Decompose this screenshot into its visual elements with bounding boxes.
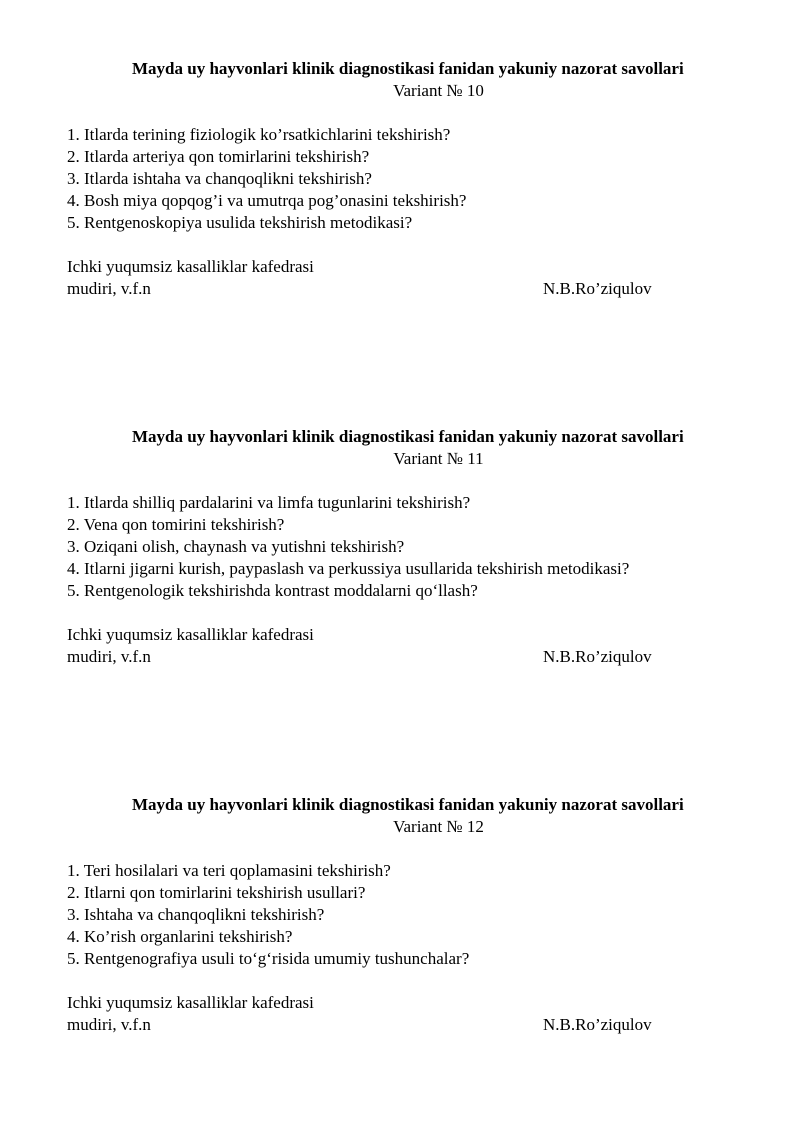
block-title: Mayda uy hayvonlari klinik diagnostikasi fanidan yakuniy nazorat savollari [132, 427, 684, 446]
question-item: 3. Itlarda ishtaha va chanqoqlikni tekshirish? [67, 169, 372, 188]
variant-label: Variant № 10 [393, 81, 484, 100]
department-name: Ichki yuqumsiz kasalliklar kafedrasi [67, 625, 314, 644]
question-item: 5. Rentgenoskopiya usulida tekshirish metodikasi? [67, 213, 413, 232]
position-title: mudiri, v.f.n [67, 279, 151, 298]
department-name: Ichki yuqumsiz kasalliklar kafedrasi [67, 257, 314, 276]
position-title: mudiri, v.f.n [67, 647, 151, 666]
variant-label: Variant № 11 [393, 449, 484, 468]
block-title: Mayda uy hayvonlari klinik diagnostikasi fanidan yakuniy nazorat savollari [132, 795, 684, 814]
question-item: 3. Ishtaha va chanqoqlikni tekshirish? [67, 905, 325, 924]
question-list [67, 124, 466, 234]
question-item: 2. Itlarni qon tomirlarini tekshirish usullari? [67, 883, 366, 902]
variant-label: Variant № 12 [393, 817, 484, 836]
question-item: 5. Rentgenologik tekshirishda kontrast moddalarni qo‘llash? [67, 581, 478, 600]
question-list [67, 492, 629, 602]
question-item: 1. Itlarda shilliq pardalarini va limfa tugunlarini tekshirish? [67, 493, 471, 512]
signatory-name: N.B.Ro’ziqulov [543, 647, 652, 666]
question-item: 1. Itlarda terining fiziologik ko’rsatkichlarini tekshirish? [67, 125, 451, 144]
question-list [67, 860, 469, 970]
signatory-name: N.B.Ro’ziqulov [543, 279, 652, 298]
question-item: 2. Itlarda arteriya qon tomirlarini tekshirish? [67, 147, 370, 166]
question-item: 4. Bosh miya qopqog’i va umutrqa pog’onasini tekshirish? [67, 191, 467, 210]
question-item: 1. Teri hosilalari va teri qoplamasini tekshirish? [67, 861, 391, 880]
question-item: 4. Ko’rish organlarini tekshirish? [67, 927, 293, 946]
question-item: 4. Itlarni jigarni kurish, paypaslash va perkussiya usullarida tekshirish metodikasi? [67, 559, 630, 578]
department-name: Ichki yuqumsiz kasalliklar kafedrasi [67, 993, 314, 1012]
signatory-name: N.B.Ro’ziqulov [543, 1015, 652, 1034]
question-item: 5. Rentgenografiya usuli to‘g‘risida umumiy tushunchalar? [67, 949, 470, 968]
position-title: mudiri, v.f.n [67, 1015, 151, 1034]
question-item: 3. Oziqani olish, chaynash va yutishni tekshirish? [67, 537, 405, 556]
block-title: Mayda uy hayvonlari klinik diagnostikasi fanidan yakuniy nazorat savollari [132, 59, 684, 78]
question-item: 2. Vena qon tomirini tekshirish? [67, 515, 285, 534]
